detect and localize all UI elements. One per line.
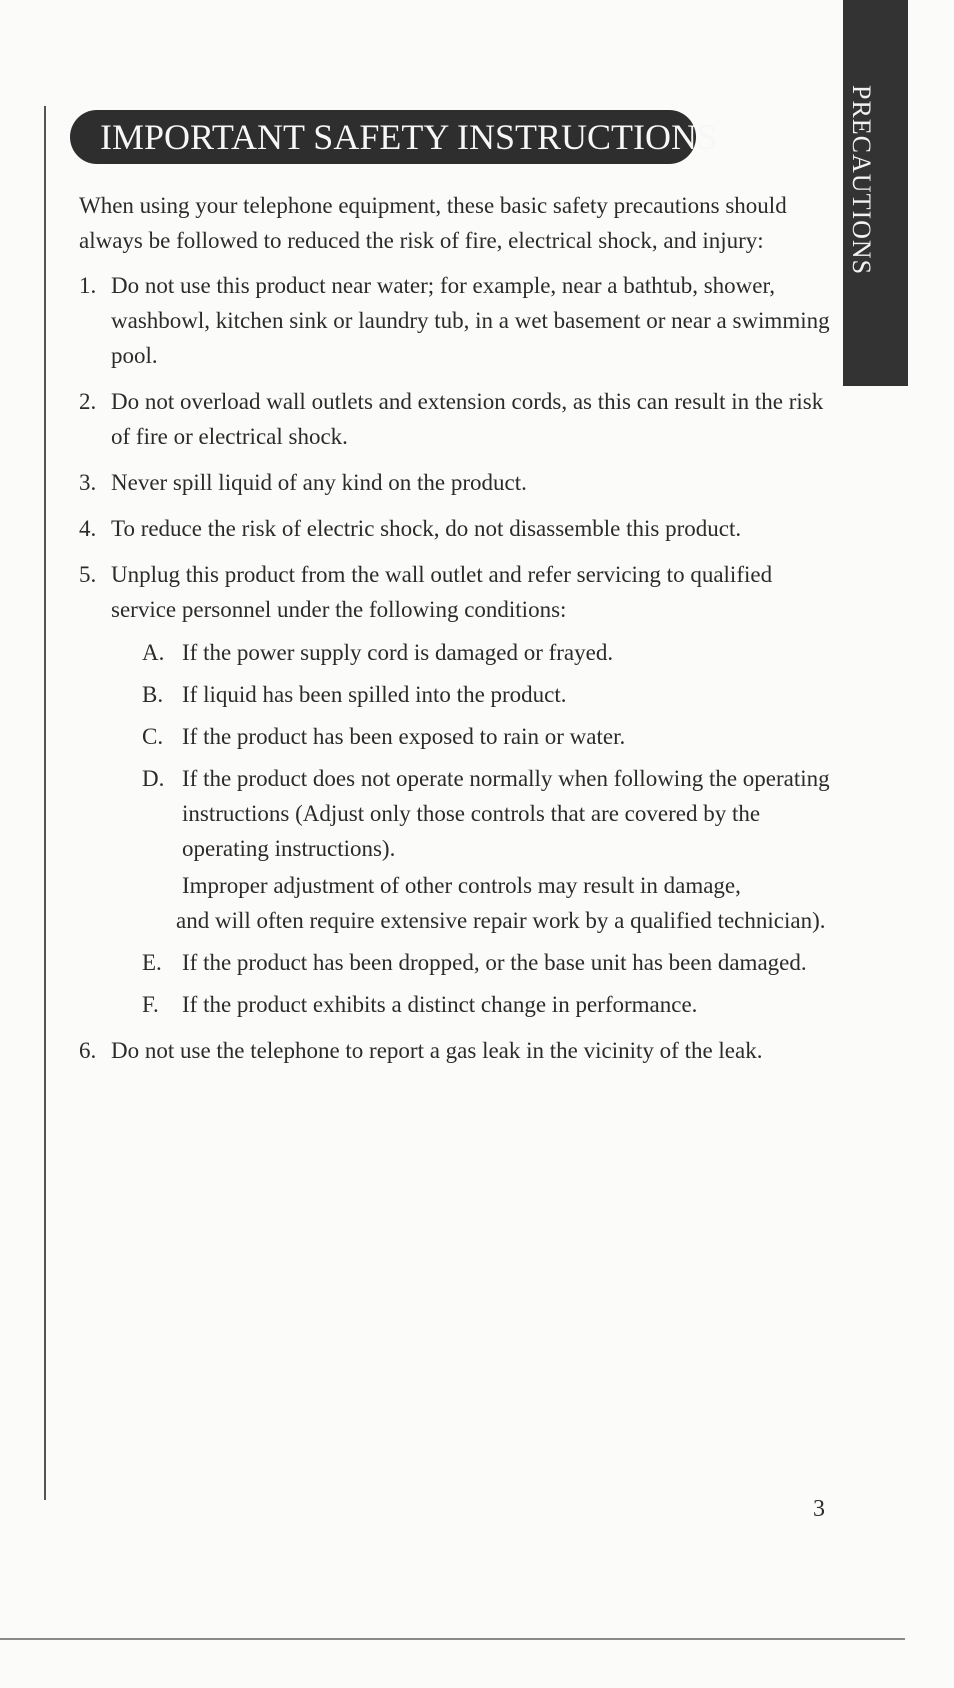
condition-text: If the power supply cord is damaged or frayed. [182,640,614,665]
condition-item-c [142,719,839,754]
intro-paragraph: When using your telephone equipment, these basic safety precautions should always be followed to reduced the risk of fire, electrical shock, and injury: [79,193,787,253]
instruction-item-5 [79,557,839,1022]
item-text: Do not use this product near water; for example, near a bathtub, shower, washbowl, kitchen sink or laundry tub, in a wet basement or near a swimming pool. [111,273,830,368]
condition-letter: F. [142,992,159,1017]
condition-note-1: Improper adjustment of other controls may result in damage, [182,873,741,898]
condition-letter: E. [142,950,162,975]
condition-letter: A. [142,640,165,665]
item-text: To reduce the risk of electric shock, do not disassemble this product. [111,516,742,541]
condition-text: If the product has been dropped, or the base unit has been damaged. [182,950,807,975]
bottom-rule [0,1638,905,1640]
condition-item-d [142,761,839,938]
item-text: Do not use the telephone to report a gas leak in the vicinity of the leak. [111,1038,763,1063]
page-title: IMPORTANT SAFETY INSTRUCTIONS [100,117,718,157]
instruction-item-6 [79,1033,839,1068]
side-tab-label: PRECAUTIONS [847,85,876,276]
instruction-item-3 [79,465,839,500]
page-number: 3 [813,1496,825,1522]
condition-note-2: and will often require extensive repair work by a qualified technician). [176,908,826,933]
item-number: 5. [79,562,97,587]
item-number: 1. [79,273,97,298]
condition-text: If the product does not operate normally when following the operating instructions (Adjust only those controls that are covered by the operating instructions). [182,766,830,861]
item-number: 3. [79,470,97,495]
instruction-item-2 [79,384,839,454]
item-number: 2. [79,389,97,414]
instruction-item-4 [79,511,839,546]
condition-letter: D. [142,766,165,791]
condition-letter: B. [142,682,164,707]
instructions-body [79,188,839,1079]
item-text: Never spill liquid of any kind on the product. [111,470,527,495]
conditions-list [142,635,839,1022]
condition-item-f [142,987,839,1022]
condition-text: If the product exhibits a distinct change in performance. [182,992,698,1017]
condition-item-e [142,945,839,980]
item-text: Unplug this product from the wall outlet and refer servicing to qualified service personnel under the following conditions: [111,562,773,622]
item-text: Do not overload wall outlets and extension cords, as this can result in the risk of fire or electrical shock. [111,389,824,449]
condition-item-b [142,677,839,712]
section-side-tab [843,0,908,386]
instruction-item-1 [79,268,839,373]
condition-text: If the product has been exposed to rain or water. [182,724,626,749]
item-number: 4. [79,516,97,541]
title-banner [70,110,718,164]
left-margin-rule [44,106,46,1500]
item-number: 6. [79,1038,97,1063]
condition-text: If liquid has been spilled into the product. [182,682,567,707]
condition-letter: C. [142,724,164,749]
condition-item-a [142,635,839,670]
